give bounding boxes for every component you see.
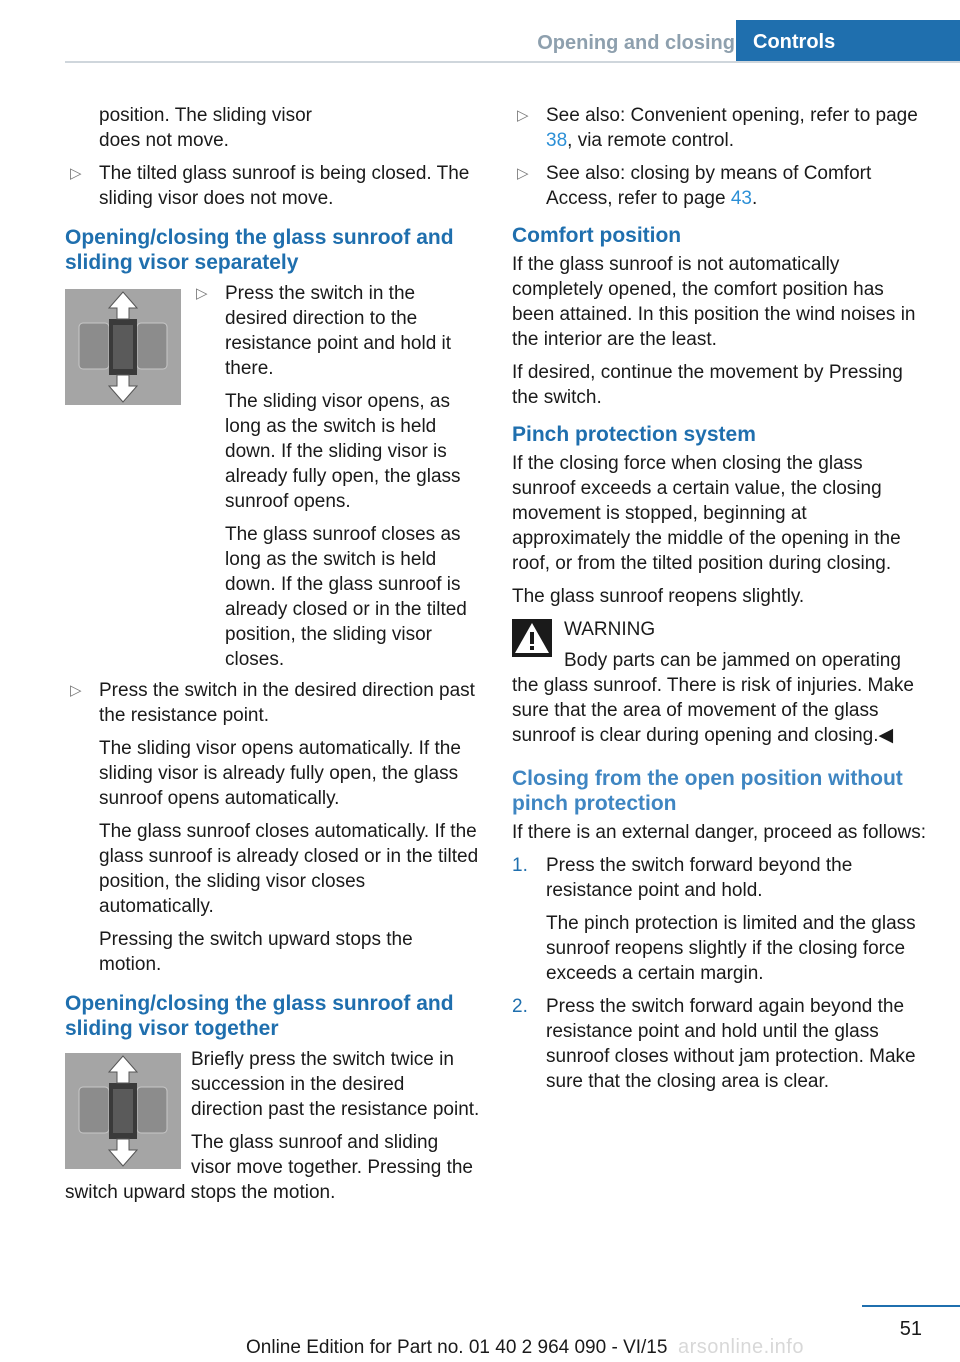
intro-line-1: position. The sliding visor: [99, 105, 312, 126]
together-text-2: The glass sunroof and sliding visor move together. Pressing the switch upward stops the motion.: [65, 1132, 473, 1203]
heading-comfort-position: Comfort position: [512, 224, 682, 247]
step-text: Press the switch forward again beyond the resistance point and hold until the glass sunroof closes without jam protection. Make sure that the closing area is clear.: [546, 996, 916, 1092]
bullet-text: The sliding visor opens, as long as the switch is held down. If the sliding visor is already fully open, the glass sunroof opens.: [225, 391, 461, 512]
left-column: [65, 103, 480, 1213]
page-link-43[interactable]: 43: [730, 188, 752, 209]
step-text: The pinch protection is limited and the glass sunroof reopens slightly if the closing force exceeds a certain margin.: [546, 913, 916, 984]
pinch-text-1: If the closing force when closing the glass sunroof exceeds a certain value, the closing movement is stopped, beginning at approximately the middle of the opening in the roof, or from the tilted position during closing.: [512, 453, 901, 574]
see-also-text: See also: Convenient opening, refer to page: [546, 105, 918, 126]
heading-separately: Opening/closing the glass sunroof and sliding visor separately: [65, 226, 454, 274]
bullet-triangle-icon: ▷: [70, 682, 82, 699]
see-also-text: .: [751, 188, 758, 209]
comfort-text-1: If the glass sunroof is not automatically completely opened, the comfort position has been attained. In this position the wind noises in the interior are the least.: [512, 254, 916, 350]
step-number: 2.: [512, 996, 528, 1017]
switch-illustration-icon: [65, 289, 181, 405]
bullet-text: Press the switch in the desired direction to the resistance point and hold it there.: [225, 283, 452, 379]
right-column: [512, 103, 930, 1102]
step-text: Press the switch forward beyond the resistance point and hold.: [546, 855, 853, 901]
intro-continuation: [65, 103, 480, 128]
warning-text: Body parts can be jammed on operating the glass sunroof. There is risk of injuries. Make sure that the area of movement of the glass sunroof is clear during opening and closing.◀: [512, 650, 914, 746]
bullet-triangle-icon: ▷: [517, 107, 529, 124]
intro-line-2: does not move.: [99, 130, 229, 151]
bullet-triangle-icon: ▷: [70, 165, 82, 182]
bullet-triangle-icon: ▷: [517, 165, 529, 182]
watermark: arsonline.info: [678, 1336, 804, 1358]
footer-divider: [862, 1305, 960, 1307]
see-also-text: , via remote control.: [567, 130, 734, 151]
bullet-triangle-icon: ▷: [196, 285, 208, 302]
see-also-text: See also: closing by means of Comfort Access, refer to page: [546, 163, 872, 209]
separately-figure-row: [65, 281, 480, 672]
bullet-text: The glass sunroof closes as long as the switch is held down. If the glass sunroof is already closed or in the tilted position, the sliding visor closes.: [225, 524, 467, 670]
page-number: 51: [899, 1318, 922, 1340]
step-number: 1.: [512, 855, 528, 876]
warning-title: WARNING: [564, 619, 656, 640]
bullet-text: Press the switch in the desired direction past the resistance point.: [99, 680, 475, 726]
bullet-tilted-closing: [65, 161, 480, 211]
separately-figure-text: [191, 281, 480, 672]
warning-block: [512, 617, 930, 748]
bullet-press-to-resistance: [191, 281, 480, 672]
bullet-text: Pressing the switch upward stops the motion.: [99, 929, 413, 975]
bullet-text: The sliding visor opens automatically. If the sliding visor is already fully open, the glass sunroof opens automatically.: [99, 738, 461, 809]
switch-illustration-icon: [65, 1053, 181, 1169]
heading-without-pinch: Closing from the open position without pinch protection: [512, 767, 903, 815]
heading-pinch-protection: Pinch protection system: [512, 423, 756, 446]
comfort-text-2: If desired, continue the movement by Pressing the switch.: [512, 362, 903, 408]
header-section-title: Opening and closing: [537, 32, 735, 54]
bullet-see-also-comfort-access: [512, 161, 930, 211]
bullet-text: The glass sunroof closes automatically. If the glass sunroof is already closed or in the tilted position, the sliding visor closes automatically.: [99, 821, 479, 917]
bullet-text: The tilted glass sunroof is being closed. The sliding visor does not move.: [99, 163, 470, 209]
header-chapter-tab: Controls: [736, 20, 960, 63]
footer-edition: Online Edition for Part no. 01 40 2 964 090 - VI/15: [246, 1337, 668, 1358]
intro-continuation-2: [65, 128, 480, 153]
warning-icon: [512, 619, 552, 657]
heading-together: Opening/closing the glass sunroof and sliding visor together: [65, 992, 454, 1040]
together-figure-row: [65, 1047, 480, 1205]
bullet-press-past-resistance: [65, 678, 480, 977]
numbered-step-1: [512, 853, 930, 986]
bullet-see-also-remote: [512, 103, 930, 153]
together-text-1: Briefly press the switch twice in succession in the desired direction past the resistance point.: [191, 1049, 480, 1120]
without-intro: If there is an external danger, proceed as follows:: [512, 822, 927, 843]
header-divider: [65, 61, 960, 63]
page-link-38[interactable]: 38: [546, 130, 568, 151]
pinch-text-2: The glass sunroof reopens slightly.: [512, 586, 805, 607]
numbered-step-2: [512, 994, 930, 1094]
